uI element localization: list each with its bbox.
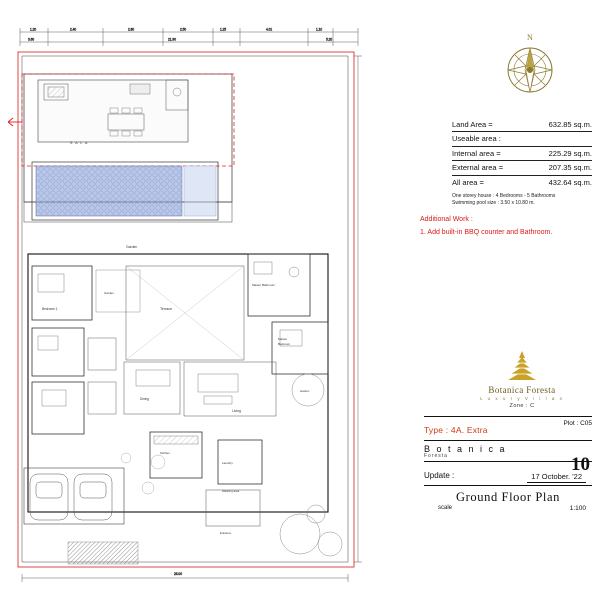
north-label: N — [527, 33, 533, 42]
additional-work-block — [420, 214, 600, 239]
area-label: Useable area : — [452, 134, 501, 144]
title-block — [424, 416, 592, 517]
scale-label: scale — [438, 505, 453, 511]
area-label: Land Area = — [452, 120, 493, 129]
area-note-line: Swimming pool size : 3.50 x 10.80 m. — [452, 200, 535, 207]
table-row — [452, 176, 592, 189]
svg-text:1.10: 1.10 — [316, 27, 323, 32]
svg-text:2.50: 2.50 — [180, 27, 187, 32]
svg-text:3.60: 3.60 — [28, 37, 35, 42]
svg-text:4.01: 4.01 — [266, 27, 273, 32]
area-summary-table — [452, 118, 592, 208]
svg-text:Garden: Garden — [126, 245, 138, 249]
title-block-update-row — [424, 462, 592, 485]
table-row — [452, 161, 592, 175]
additional-work-heading: Additional Work : — [420, 216, 473, 223]
svg-text:26.00: 26.00 — [174, 572, 182, 576]
sheet-title: Ground Floor Plan — [456, 490, 560, 504]
house-type-label: Type : 4A. Extra — [424, 425, 488, 435]
area-note-line: One storey house : 4 Bedrooms - 5 Bathrooms — [452, 192, 556, 199]
title-block-project-row — [424, 441, 592, 475]
plot-label: Plot : C05 — [563, 420, 592, 427]
svg-text:Bedroom: Bedroom — [278, 342, 291, 346]
area-label: Internal area = — [452, 148, 501, 158]
svg-text:Living: Living — [232, 409, 241, 413]
svg-text:Washing area: Washing area — [222, 489, 240, 493]
area-value: 632.85 sq.m. — [548, 120, 592, 129]
area-label: All area = — [452, 177, 484, 187]
brand-name: Botanica Foresta — [488, 385, 556, 395]
area-value: 432.64 sq.m. — [548, 177, 592, 187]
scale-value: 1:100 — [569, 505, 586, 512]
zone-label: Zone : C — [509, 403, 535, 409]
svg-text:Entrance: Entrance — [220, 531, 232, 535]
sheet-info-panel — [380, 18, 592, 582]
pagoda-logo-icon — [501, 350, 543, 384]
project-name: B o t a n i c a — [424, 444, 507, 454]
brand-tagline: L u x u r y V i l l a s — [480, 396, 564, 401]
svg-text:1.25: 1.25 — [220, 27, 227, 32]
update-date: 17 October. '22 — [527, 472, 586, 483]
svg-text:Laundry: Laundry — [222, 461, 233, 465]
plot-number: 10 — [571, 454, 590, 475]
svg-text:Bedroom 1: Bedroom 1 — [42, 307, 58, 311]
svg-text:Garden: Garden — [104, 291, 115, 295]
svg-text:5.20: 5.20 — [326, 37, 333, 42]
table-row — [452, 118, 592, 132]
table-row — [452, 132, 592, 146]
area-value: 207.35 sq.m. — [548, 163, 592, 173]
svg-text:2.40: 2.40 — [70, 27, 77, 32]
svg-text:2.80: 2.80 — [128, 27, 135, 32]
svg-text:Master: Master — [278, 337, 288, 341]
area-value: 225.29 sq.m. — [548, 148, 592, 158]
scale-row — [424, 505, 592, 517]
svg-text:S A L A: S A L A — [70, 141, 89, 145]
svg-text:Garden: Garden — [300, 389, 310, 393]
area-notes — [452, 193, 592, 208]
svg-text:1.20: 1.20 — [30, 27, 37, 32]
svg-text:Dining: Dining — [140, 397, 150, 401]
floor-plan-drawing — [8, 22, 368, 582]
title-block-type-row — [424, 417, 592, 440]
project-subname: Foresta — [424, 453, 448, 459]
area-label: External area = — [452, 163, 504, 173]
svg-text:Kitchen: Kitchen — [160, 451, 171, 455]
north-compass-icon — [490, 26, 570, 106]
update-label: Update : — [424, 471, 455, 480]
table-row — [452, 147, 592, 161]
svg-text:Terrace: Terrace — [160, 307, 172, 311]
additional-work-item: 1. Add built-in BBQ counter and Bathroom. — [420, 228, 553, 236]
brand-logo-block — [452, 350, 592, 409]
svg-text:Master Bathroom: Master Bathroom — [252, 283, 276, 287]
svg-text:21.90: 21.90 — [168, 37, 176, 42]
